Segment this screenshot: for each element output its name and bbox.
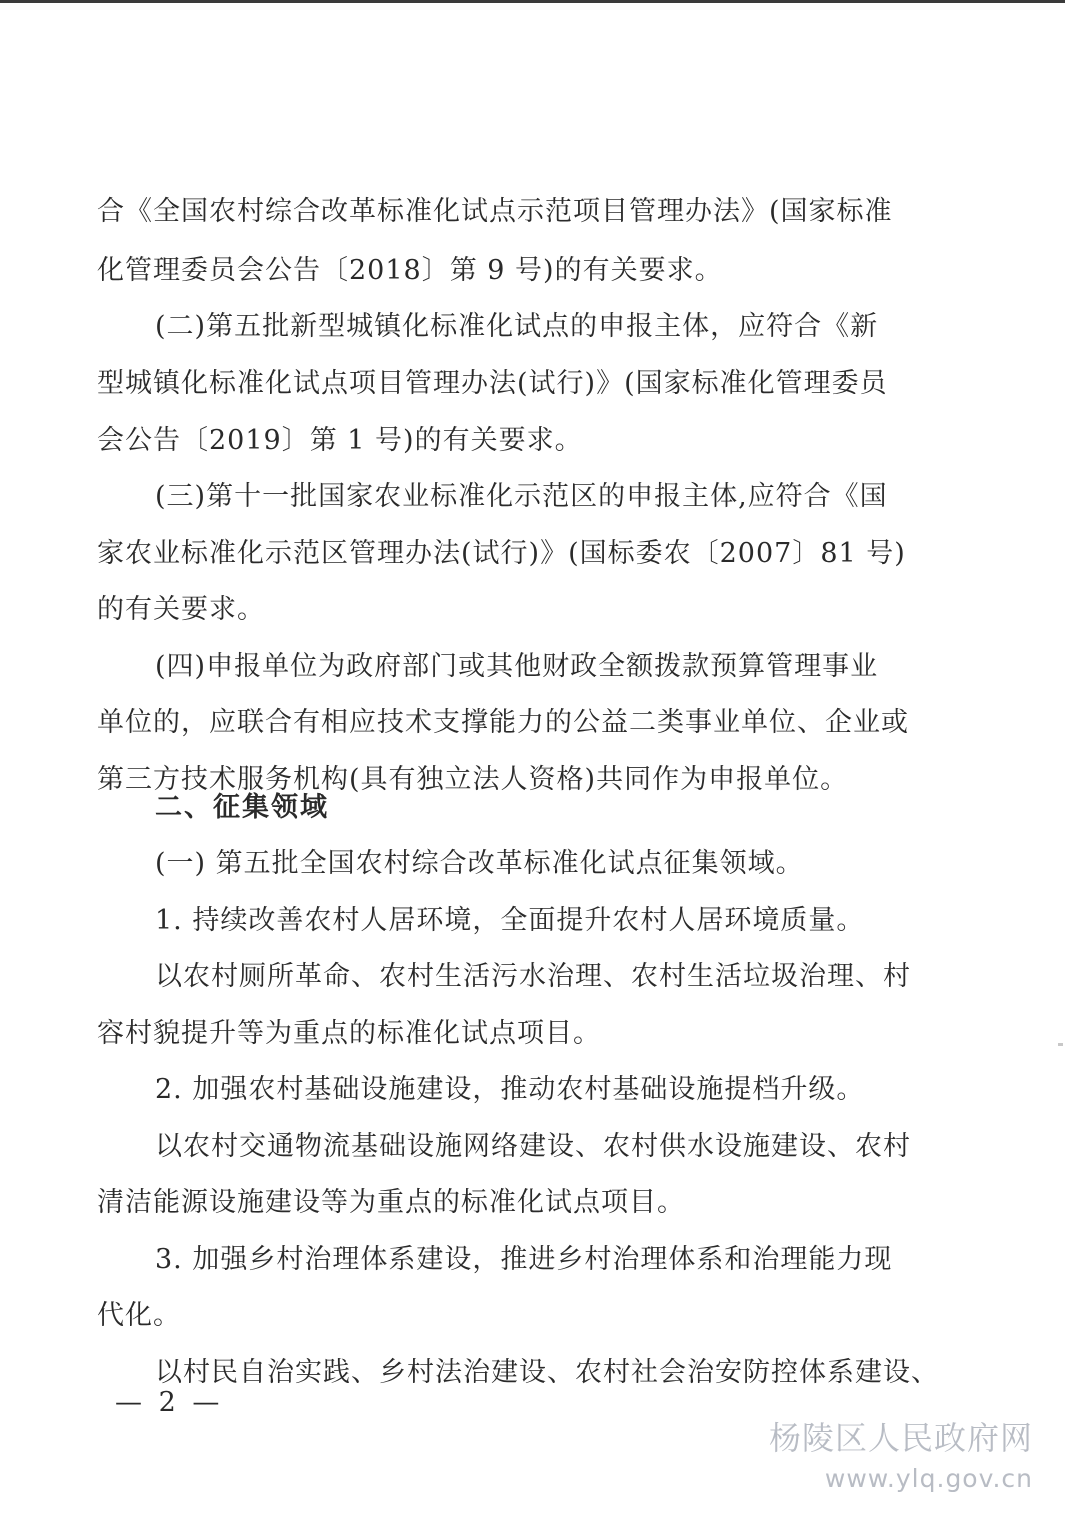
- top-border-rule: [0, 0, 1065, 3]
- paragraph-start-line: 以村民自治实践、乡村法治建设、农村社会治安防控体系建设、: [155, 1357, 939, 1388]
- paragraph-start-line: 以农村交通物流基础设施网络建设、农村供水设施建设、农村: [155, 1131, 911, 1162]
- subsection-heading: (一) 第五批全国农村综合改革标准化试点征集领域。: [155, 848, 804, 879]
- text-line: 合《全国农村综合改革标准化试点示范项目管理办法》(国家标准: [97, 196, 893, 227]
- text-line: 代化。: [97, 1300, 181, 1331]
- section-heading: 二、征集领域: [155, 792, 329, 823]
- text-line: 清洁能源设施建设等为重点的标准化试点项目。: [97, 1187, 685, 1218]
- page-number: — 2 —: [115, 1387, 224, 1418]
- text-line: 会公告〔2019〕第 1 号)的有关要求。: [97, 425, 583, 456]
- text-line: 单位的，应联合有相应技术支撑能力的公益二类事业单位、企业或: [97, 707, 909, 738]
- numbered-item: 2. 加强农村基础设施建设，推动农村基础设施提档升级。: [155, 1074, 865, 1105]
- text-line: 容村貌提升等为重点的标准化试点项目。: [97, 1018, 601, 1049]
- margin-mark: [1058, 1043, 1063, 1046]
- watermark-site-name: 杨陵区人民政府网: [768, 1419, 1033, 1457]
- text-line: 第三方技术服务机构(具有独立法人资格)共同作为申报单位。: [97, 764, 849, 795]
- paragraph-start-line: (三)第十一批国家农业标准化示范区的申报主体,应符合《国: [155, 481, 888, 512]
- text-line: 家农业标准化示范区管理办法(试行)》(国标委农〔2007〕81 号): [97, 538, 906, 569]
- text-line: 化管理委员会公告〔2018〕第 9 号)的有关要求。: [97, 255, 723, 286]
- paragraph-start-line: (二)第五批新型城镇化标准化试点的申报主体，应符合《新: [155, 311, 879, 342]
- paragraph-start-line: 以农村厕所革命、农村生活污水治理、农村生活垃圾治理、村: [155, 961, 911, 992]
- text-line: 的有关要求。: [97, 594, 265, 625]
- paragraph-start-line: (四)申报单位为政府部门或其他财政全额拨款预算管理事业: [155, 651, 879, 682]
- numbered-item: 1. 持续改善农村人居环境，全面提升农村人居环境质量。: [155, 905, 865, 936]
- text-line: 型城镇化标准化试点项目管理办法(试行)》(国家标准化管理委员: [97, 368, 888, 399]
- numbered-item: 3. 加强乡村治理体系建设，推进乡村治理体系和治理能力现: [155, 1244, 893, 1275]
- watermark-url: www.ylq.gov.cn: [824, 1464, 1033, 1493]
- site-watermark: [769, 1416, 1033, 1498]
